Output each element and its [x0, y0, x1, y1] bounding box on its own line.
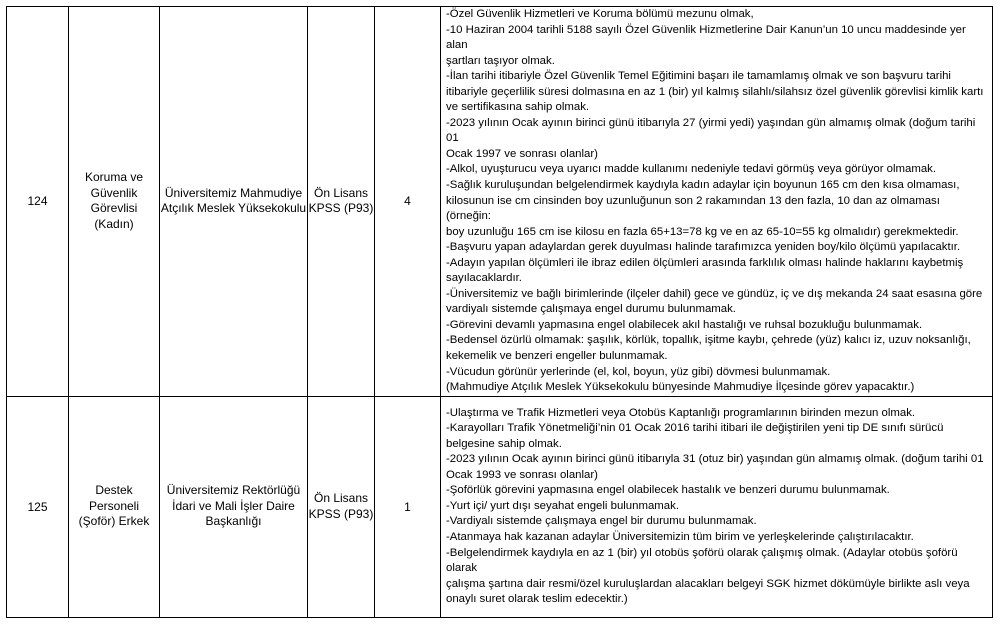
row-number-cell — [7, 396, 69, 617]
unit-cell — [160, 396, 308, 617]
unit-name: Üniversitemiz Rektörlüğü İdari ve Mali İşler Daire Başkanlığı — [166, 483, 301, 529]
row-number: 124 — [27, 194, 48, 209]
row-number: 125 — [27, 499, 48, 514]
job-listing-table — [6, 6, 993, 618]
position-title: Destek Personeli (Şoför) Erkek — [78, 483, 150, 529]
requirements-cell: -Ulaştırma ve Trafik Hizmetleri veya Otobüs Kaptanlığı programlarının birinden mezun olmak. -Karayolları Trafik Yönetmeliği’nin 01 Ocak 2016 tarihi itibari ile değiştirilen yeni tip DE sınıfı sürücü belgesine sahip olmak. -2023 yılının Ocak ayının birinci günü itibarıyla 31 (otuz bir) yaşından gün almamış olmak. (doğum tarihi 01 Ocak 1993 ve sonrası olanlar) -Şoförlük görevini yapmasına engel olabilecek hastalık ve benzeri durumu bulunmamak. -Yurt içi/ yurt dışı seyahat engeli bulunmamak. -Vardiyalı sistemde çalışmaya engel bir durumu bulunmamak. -Atanmaya hak kazanan adaylar Üniversitemizin tüm birim ve yerleşkelerinde çalıştırılacaktır. -Belgelendirmek kaydıyla en az 1 (bir) yıl otobüs şoförü olarak çalışmış olmak. (Adaylar otobüs şoförü olarak çalışma şartına dair resmi/özel kuruluşlardan alacakları belgeyi SGK hizmet dökümüyle birlikte aslı veya onaylı suret olarak teslim edecektir.) — [441, 396, 993, 617]
unit-name: Üniversitemiz Mahmudiye Atçılık Meslek Yüksekokulu — [160, 185, 307, 216]
education-level: Ön Lisans KPSS (P93) — [308, 491, 374, 521]
position-count: 4 — [404, 194, 411, 209]
position-title: Koruma ve Güvenlik Görevlisi (Kadın) — [84, 170, 144, 231]
position-cell — [69, 396, 160, 617]
position-count: 1 — [404, 499, 411, 514]
education-cell — [308, 396, 375, 617]
table-row — [7, 396, 993, 617]
count-cell — [375, 396, 441, 617]
education-level: Ön Lisans KPSS (P93) — [308, 185, 374, 216]
unit-cell — [160, 7, 308, 397]
table-row — [7, 7, 993, 397]
count-cell — [375, 7, 441, 397]
requirements-cell: -Özel Güvenlik Hizmetleri ve Koruma bölümü mezunu olmak, -10 Haziran 2004 tarihli 5188 sayılı Özel Güvenlik Hizmetlerine Dair Kanun’un 10 uncu maddesinde yer alan şartları taşıyor olmak. -İlan tarihi itibariyle Özel Güvenlik Temel Eğitimini başarı ile tamamlamış olmak ve son başvuru tarihi itibariyle geçerlilik süresi dolmasına en az 1 (bir) yıl kalmış silahlı/silahsız özel güvenlik görevlisi kimlik kartı ve sertifikasına sahip olmak. -2023 yılının Ocak ayının birinci günü itibarıyla 27 (yirmi yedi) yaşından gün almamış olmak (doğum tarihi 01 Ocak 1997 ve sonrası olanlar) -Alkol, uyuşturucu veya uyarıcı madde kullanımı nedeniyle tedavi görmüş veya görüyor olmamak. -Sağlık kuruluşundan belgelendirmek kaydıyla kadın adaylar için boyunun 165 cm den kısa olmaması, kilosunun ise cm cinsinden boy uzunluğunun son 2 rakamından 13 den fazla, 10 dan az olmaması (örneğin: boy uzunluğu 165 cm ise kilosu en fazla 65+13=78 kg ve en az 65-10=55 kg olmalıdır) gerekmektedir. -Başvuru yapan adaylardan gerek duyulması halinde tarafımızca yeniden boy/kilo ölçümü yapılacaktır. -Adayın yapılan ölçümleri ile ibraz edilen ölçümleri arasında farklılık olması halinde haklarını kaybetmiş sayılacaklardır. -Üniversitemiz ve bağlı birimlerinde (ilçeler dahil) gece ve gündüz, iç ve dış mekanda 24 saat esasına göre vardiyalı sistemde çalışmaya engel durumu bulunmamak. -Görevini devamlı yapmasına engel olabilecek akıl hastalığı ve ruhsal bozukluğu bulunmamak. -Bedensel özürlü olmamak: şaşılık, körlük, topallık, işitme kaybı, çehrede (yüz) kalıcı iz, uzuv noksanlığı, kekemelik ve benzeri engeller bulunmamak. -Vücudun görünür yerlerinde (el, kol, boyun, yüz gibi) dövmesi bulunmamak. (Mahmudiye Atçılık Meslek Yüksekokulu bünyesinde Mahmudiye İlçesinde görev yapacaktır.) — [441, 7, 993, 397]
row-number-cell — [7, 7, 69, 397]
position-cell — [69, 7, 160, 397]
education-cell — [308, 7, 375, 397]
